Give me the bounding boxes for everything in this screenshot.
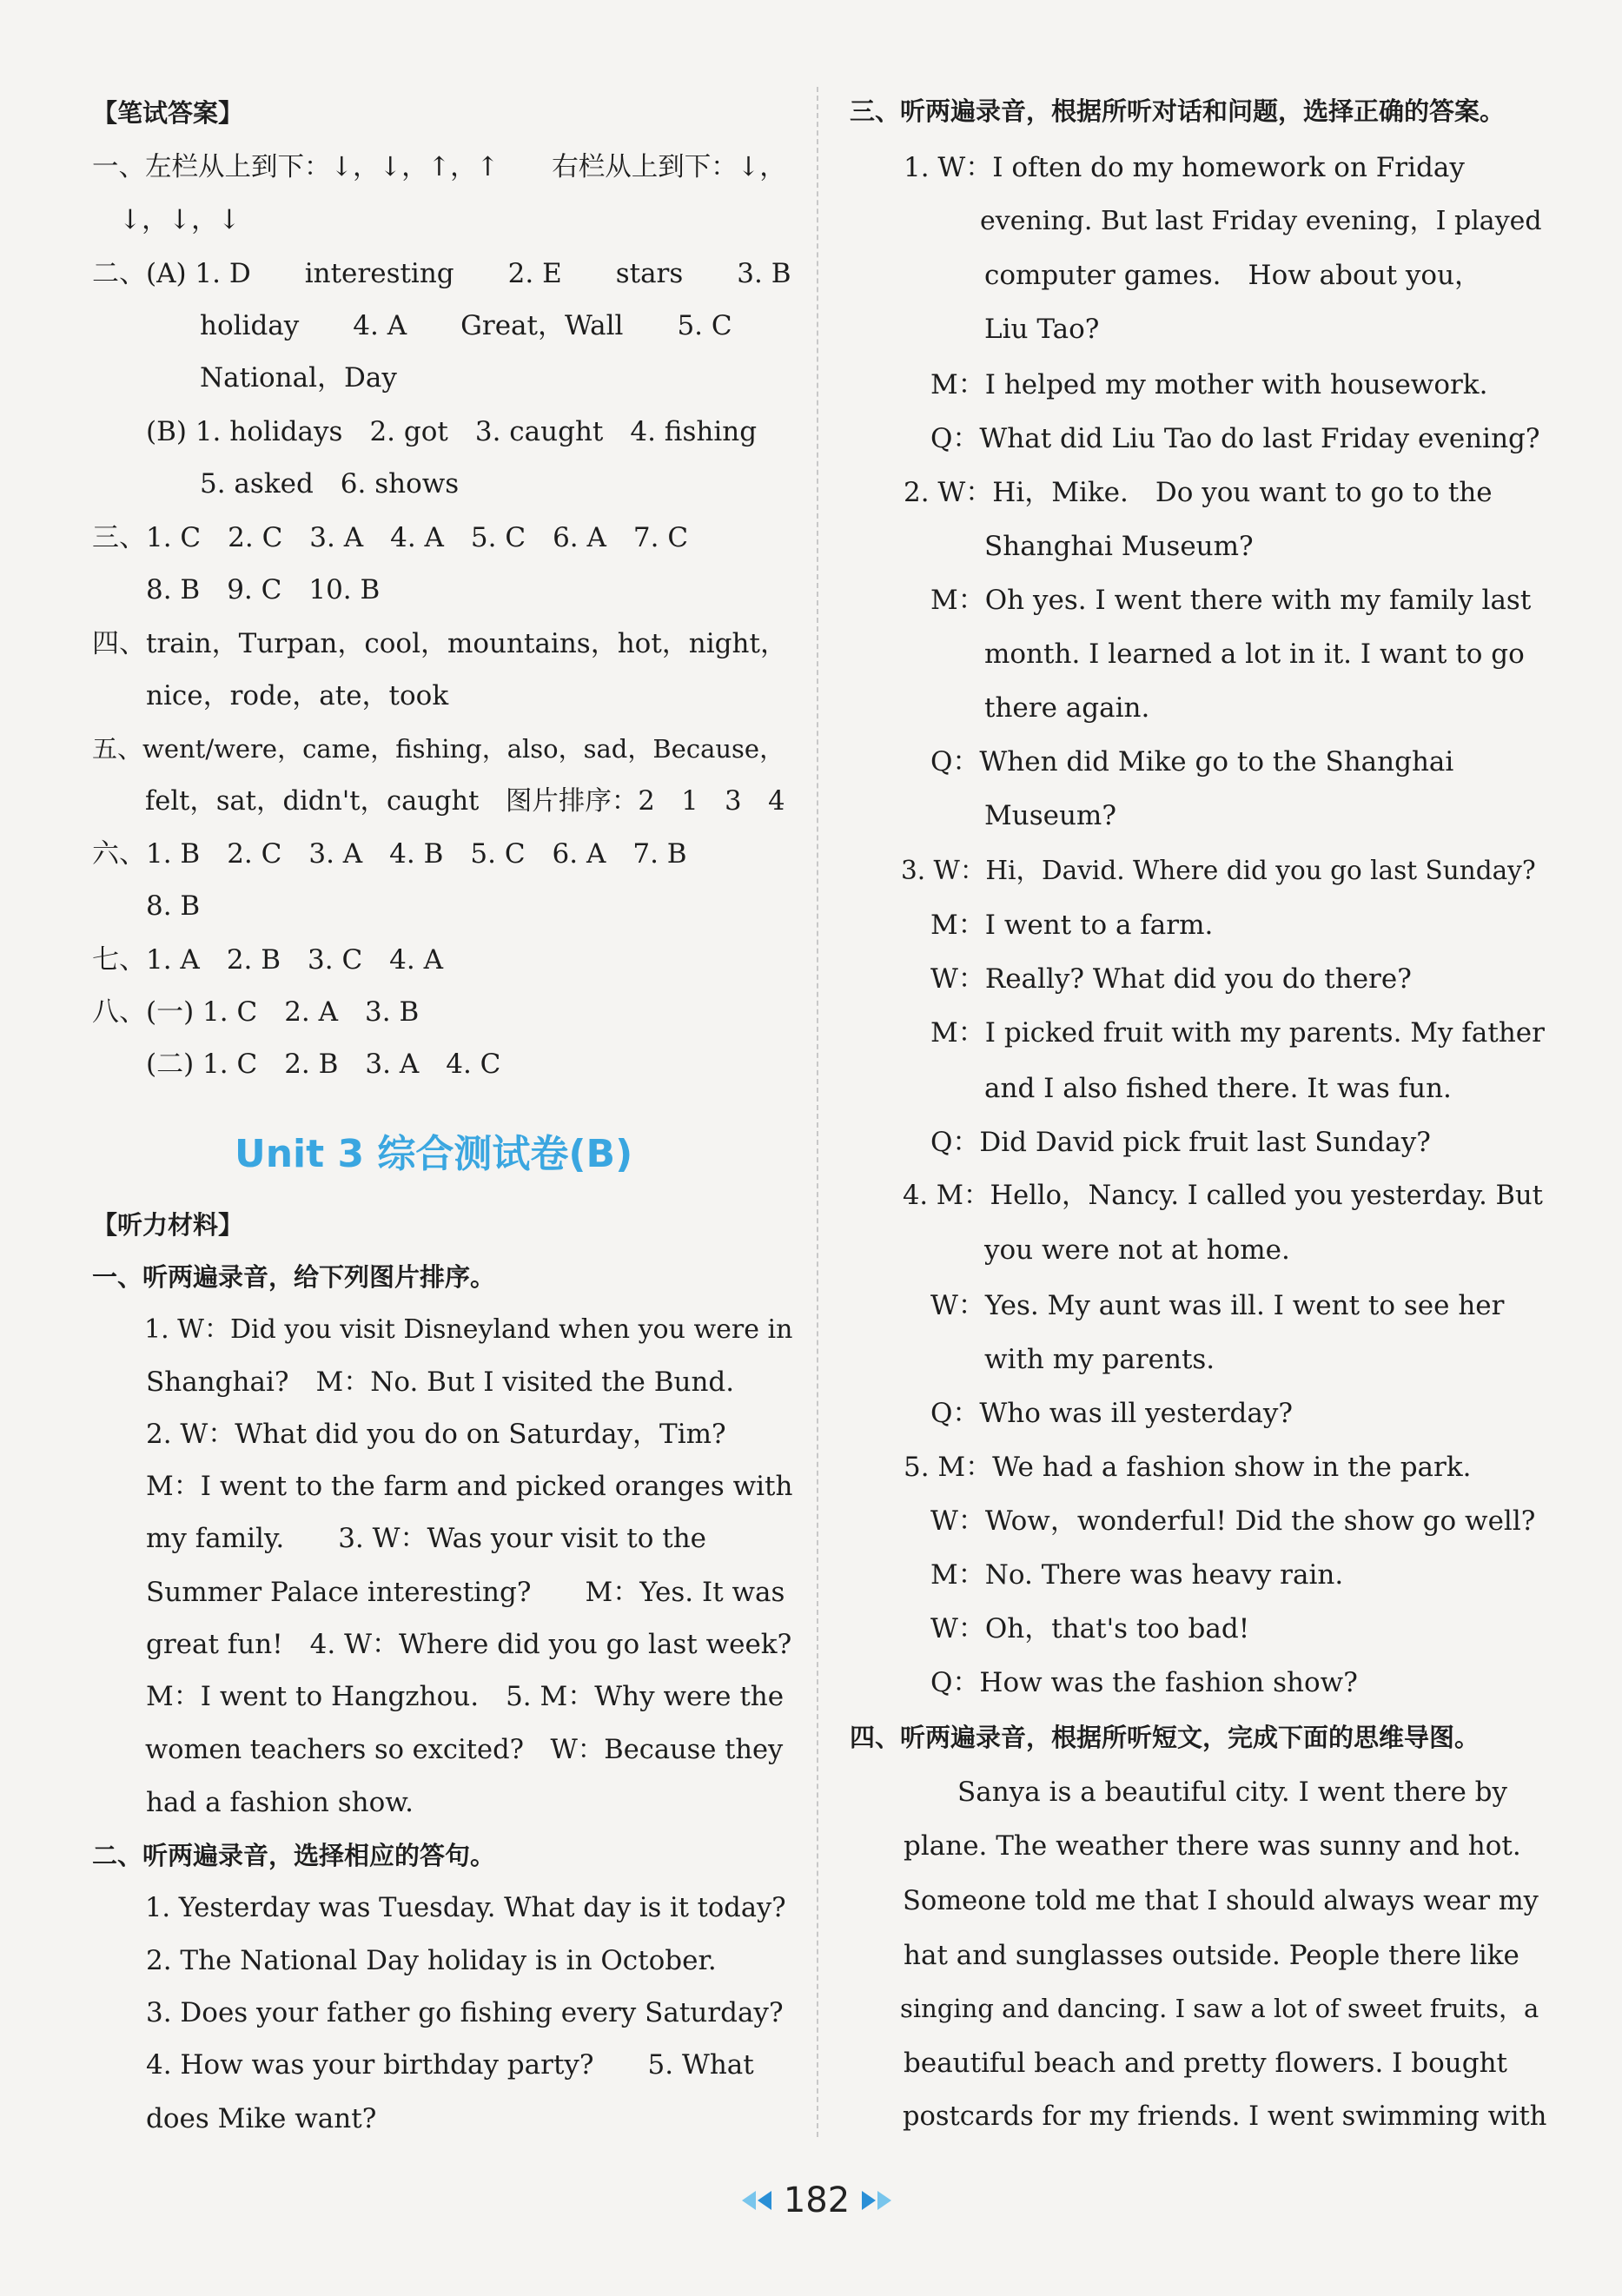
right-text-line: 3. W：Hi，David. Where did you go last Sunday? bbox=[850, 856, 1536, 885]
left-text-line: women teachers so excited? W：Because they bbox=[92, 1735, 784, 1765]
left-text-line: 2. The National Day holiday is in October. bbox=[92, 1945, 717, 1976]
right-text-line: Q：Did David pick fruit last Sunday? bbox=[850, 1127, 1431, 1158]
page-footer bbox=[712, 2179, 921, 2222]
left-text-line: 8. B bbox=[92, 890, 201, 922]
column-divider bbox=[817, 87, 818, 2137]
left-text-line: 二、(A) 1. D interesting 2. E stars 3. B bbox=[92, 258, 791, 289]
right-text-line: Shanghai Museum? bbox=[850, 531, 1254, 562]
left-text-line: (二) 1. C 2. B 3. A 4. C bbox=[92, 1049, 501, 1080]
left-text-line: felt，sat，didn't，caught 图片排序：2 1 3 4 bbox=[92, 786, 785, 817]
left-text-line: nice，rode，ate，took bbox=[92, 680, 449, 711]
left-text-line: 四、train，Turpan，cool，mountains，hot，night， bbox=[92, 628, 787, 659]
left-text-line: 三、1. C 2. C 3. A 4. A 5. C 6. A 7. C bbox=[92, 522, 689, 553]
left-text-line: does Mike want? bbox=[92, 2103, 377, 2134]
right-text-line: month. I learned a lot in it. I want to go bbox=[850, 639, 1525, 670]
left-text-line: 二、听两遍录音，选择相应的答句。 bbox=[92, 1841, 496, 1870]
right-text-line: Q：What did Liu Tao do last Friday evening? bbox=[850, 423, 1540, 454]
right-text-line: with my parents. bbox=[850, 1344, 1215, 1375]
right-text-line: Sanya is a beautiful city. I went there by bbox=[850, 1777, 1508, 1808]
left-text-line: 【笔试答案】 bbox=[92, 98, 244, 128]
right-text-line: 1. W：I often do my homework on Friday bbox=[850, 152, 1465, 183]
left-text-line: ↓，↓，↓ bbox=[92, 204, 241, 235]
right-text-line: W：Yes. My aunt was ill. I went to see her bbox=[850, 1290, 1505, 1321]
left-text-line: 1. W：Did you visit Disneyland when you were in bbox=[92, 1314, 793, 1345]
right-text-line: Liu Tao? bbox=[850, 314, 1100, 345]
left-text-line: great fun! 4. W：Where did you go last week? bbox=[92, 1629, 792, 1660]
right-text-line: Q：How was the fashion show? bbox=[850, 1667, 1358, 1698]
right-text-line: Museum? bbox=[850, 800, 1116, 831]
prev-arrow-icon bbox=[742, 2191, 771, 2210]
left-text-line: 六、1. B 2. C 3. A 4. B 5. C 6. A 7. B bbox=[92, 838, 687, 870]
left-text-line: 4. How was your birthday party? 5. What bbox=[92, 2049, 754, 2081]
left-text-line: 3. Does your father go fishing every Saturday? bbox=[92, 1997, 784, 2028]
right-text-line: evening. But last Friday evening，I played bbox=[850, 206, 1542, 236]
right-text-line: M：I picked fruit with my parents. My father bbox=[850, 1017, 1545, 1049]
right-text-line: W：Oh，that's too bad! bbox=[850, 1613, 1250, 1644]
left-text-line: 8. B 9. C 10. B bbox=[92, 574, 381, 605]
right-text-line: 三、听两遍录音，根据所听对话和问题，选择正确的答案。 bbox=[850, 96, 1506, 126]
right-text-line: there again. bbox=[850, 692, 1150, 724]
left-text-line: 一、左栏从上到下：↓，↓，↑，↑ 右栏从上到下：↓， bbox=[92, 152, 786, 182]
left-text-line: my family. 3. W：Was your visit to the bbox=[92, 1523, 707, 1554]
left-text-line: Summer Palace interesting? M：Yes. It was bbox=[92, 1577, 785, 1608]
right-text-line: Q：When did Mike go to the Shanghai bbox=[850, 746, 1454, 777]
right-text-line: M：No. There was heavy rain. bbox=[850, 1559, 1344, 1591]
right-text-line: M：I went to a farm. bbox=[850, 910, 1214, 941]
right-text-line: W：Really? What did you do there? bbox=[850, 963, 1412, 995]
left-text-line: Shanghai? M：No. But I visited the Bund. bbox=[92, 1366, 735, 1398]
right-text-line: plane. The weather there was sunny and hot. bbox=[850, 1830, 1521, 1862]
left-text-line: 1. Yesterday was Tuesday. What day is it today? bbox=[92, 1893, 786, 1923]
right-text-line: Someone told me that I should always wear my bbox=[850, 1886, 1539, 1916]
left-text-line: 一、听两遍录音，给下列图片排序。 bbox=[92, 1262, 496, 1292]
right-text-line: M：Oh yes. I went there with my family last bbox=[850, 585, 1532, 616]
right-text-line: hat and sunglasses outside. People there like bbox=[850, 1940, 1519, 1971]
right-text-line: 2. W：Hi，Mike. Do you want to go to the bbox=[850, 477, 1493, 508]
left-text-line: 【听力材料】 bbox=[92, 1210, 244, 1240]
right-text-line: 四、听两遍录音，根据所听短文，完成下面的思维导图。 bbox=[850, 1723, 1480, 1752]
right-text-line: W：Wow，wonderful! Did the show go well? bbox=[850, 1505, 1536, 1537]
right-text-line: and I also fished there. It was fun. bbox=[850, 1073, 1452, 1104]
page-number: 182 bbox=[783, 2180, 851, 2220]
left-text-line: (B) 1. holidays 2. got 3. caught 4. fishing bbox=[92, 416, 758, 447]
right-text-line: computer games. How about you， bbox=[850, 260, 1482, 291]
right-text-line: 4. M：Hello，Nancy. I called you yesterday. But bbox=[850, 1181, 1543, 1211]
right-text-line: Q：Who was ill yesterday? bbox=[850, 1398, 1293, 1429]
left-text-line: holiday 4. A Great，Wall 5. C bbox=[92, 310, 732, 341]
left-text-line: 5. asked 6. shows bbox=[92, 468, 460, 500]
next-arrow-icon bbox=[862, 2191, 891, 2210]
right-text-line: 5. M：We had a fashion show in the park. bbox=[850, 1452, 1472, 1483]
left-text-line: 八、(一) 1. C 2. A 3. B bbox=[92, 996, 420, 1028]
left-text-line: M：I went to the farm and picked oranges with bbox=[92, 1471, 793, 1502]
right-text-line: postcards for my friends. I went swimming with bbox=[850, 2101, 1547, 2132]
left-text-line: National，Day bbox=[92, 362, 397, 394]
unit-title: Unit 3 综合测试卷(B) bbox=[235, 1132, 633, 1176]
right-text-line: you were not at home. bbox=[850, 1234, 1290, 1266]
left-text-line: 七、1. A 2. B 3. C 4. A bbox=[92, 944, 443, 976]
left-text-line: had a fashion show. bbox=[92, 1787, 414, 1818]
left-text-line: 2. W：What did you do on Saturday，Tim? bbox=[92, 1419, 726, 1450]
right-text-line: beautiful beach and pretty flowers. I bought bbox=[850, 2048, 1508, 2079]
right-text-line: M：I helped my mother with housework. bbox=[850, 369, 1488, 400]
left-text-line: 五、went/were，came，fishing，also，sad，Because， bbox=[92, 734, 785, 764]
right-text-line: singing and dancing. I saw a lot of sweet fruits，a bbox=[850, 1994, 1539, 2023]
left-text-line: M：I went to Hangzhou. 5. M：Why were the bbox=[92, 1681, 785, 1712]
